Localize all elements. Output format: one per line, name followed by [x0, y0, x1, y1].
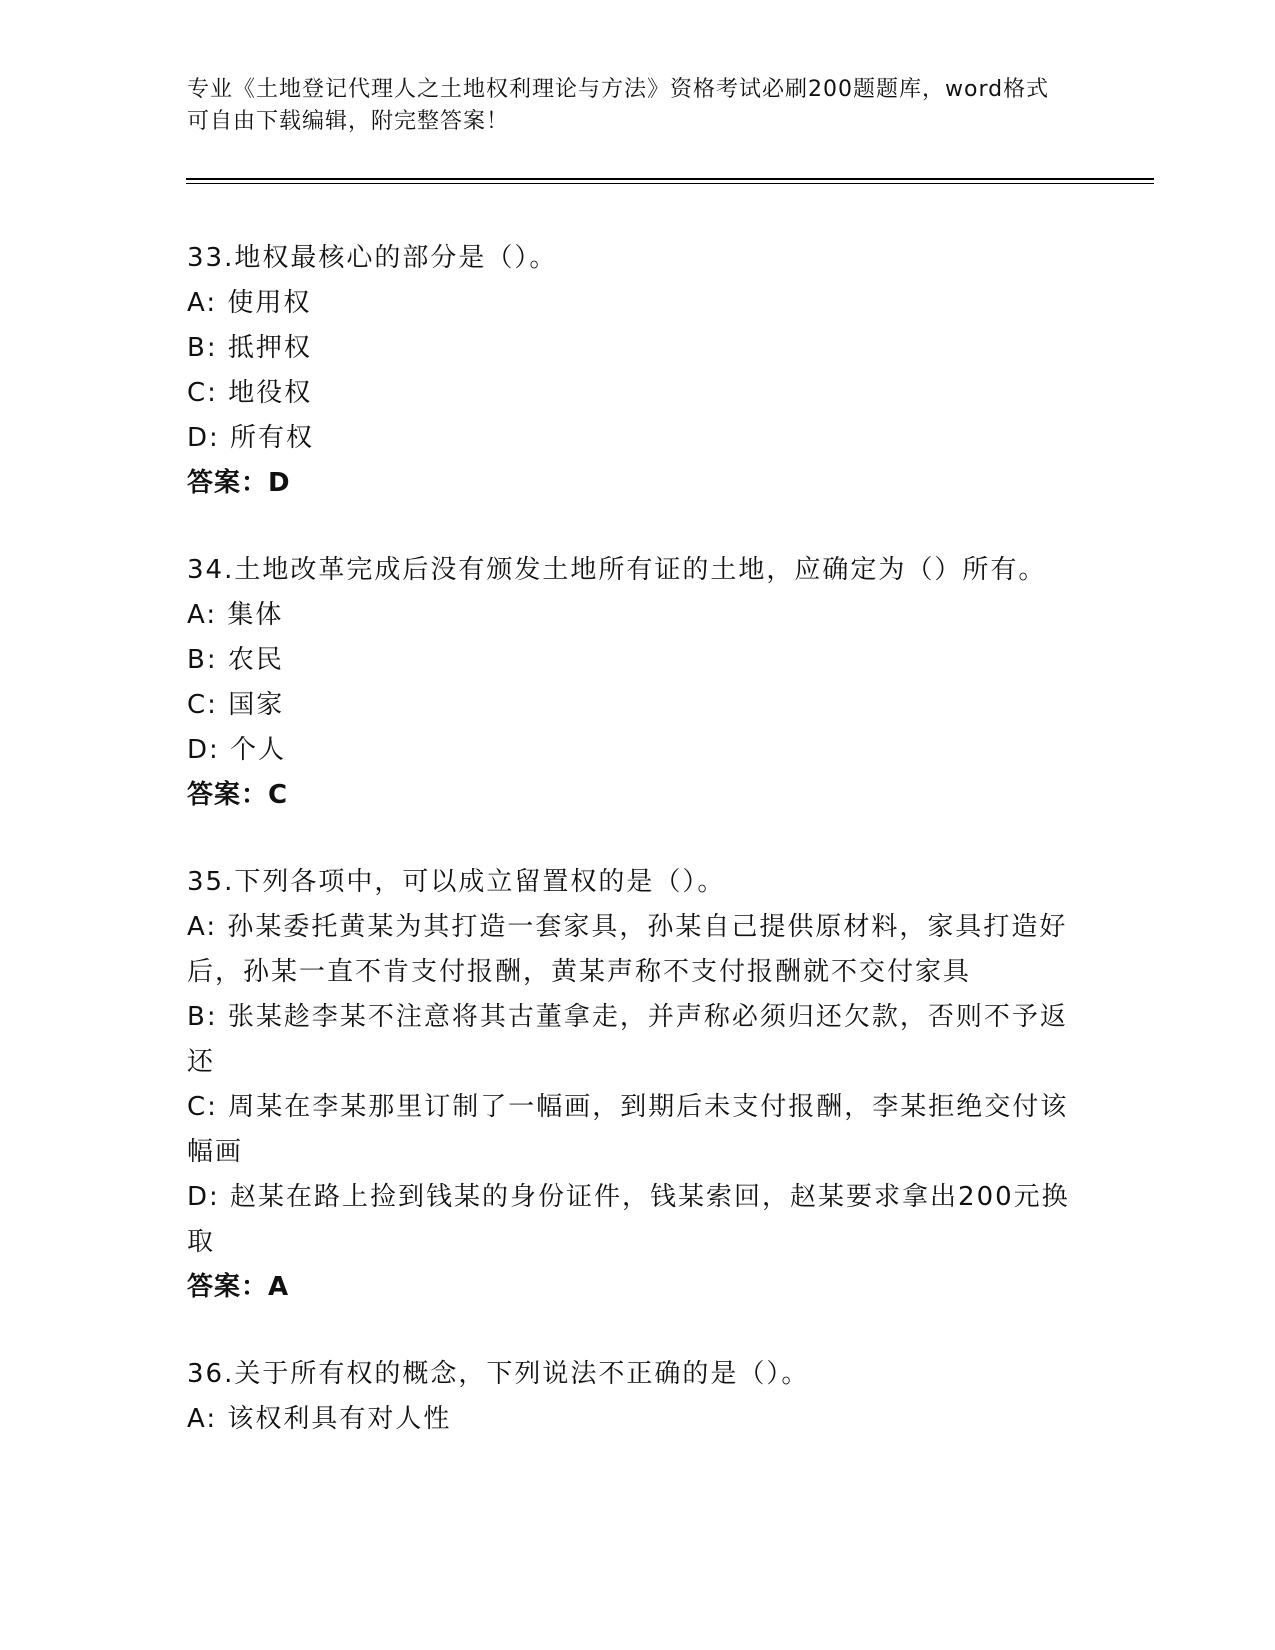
answer-line: 答案：C: [187, 780, 289, 810]
option-label: A:: [187, 912, 218, 942]
option-label: D:: [187, 1182, 220, 1212]
option-c: [187, 371, 1087, 416]
option-text: 所有权: [230, 423, 315, 453]
option-label: D:: [187, 735, 220, 765]
option-label: B:: [187, 333, 218, 363]
option-label: C:: [187, 378, 218, 408]
option-text: 张某趁李某不注意将其古董拿走，并声称必须归还欠款，否则不予返还: [187, 1002, 1068, 1077]
document-header: 专业《土地登记代理人之土地权利理论与方法》资格考试必刷200题题库，word格式可自由下载编辑，附完整答案！: [187, 77, 1050, 134]
question-stem: 33.地权最核心的部分是（）。: [187, 243, 558, 273]
option-text: 赵某在路上捡到钱某的身份证件，钱某索回，赵某要求拿出200元换取: [187, 1182, 1070, 1257]
option-label: C:: [187, 690, 218, 720]
option-label: A:: [187, 288, 218, 318]
question-stem: 34.土地改革完成后没有颁发土地所有证的土地，应确定为（）所有。: [187, 555, 1047, 585]
option-d: [187, 728, 1087, 773]
question-34: [187, 548, 1087, 818]
header-divider: [186, 178, 1154, 180]
option-label: B:: [187, 1002, 218, 1032]
option-text: 周某在李某那里订制了一幅画，到期后未支付报酬，李某拒绝交付该幅画: [187, 1092, 1069, 1167]
option-d: [187, 416, 1087, 461]
option-a: [187, 281, 1087, 326]
option-text: 孙某委托黄某为其打造一套家具，孙某自己提供原材料，家具打造好后，孙某一直不肯支付报酬，黄某声称不支付报酬就不交付家具: [187, 912, 1068, 987]
option-label: C:: [187, 1092, 218, 1122]
option-label: A:: [187, 1404, 218, 1434]
option-text: 该权利具有对人性: [227, 1404, 452, 1434]
question-33: [187, 236, 1087, 506]
option-text: 使用权: [227, 288, 312, 318]
question-stem: 35.下列各项中，可以成立留置权的是（）。: [187, 867, 726, 897]
option-b: [187, 995, 1087, 1085]
answer-line: 答案：D: [187, 468, 291, 498]
option-text: 农民: [227, 645, 284, 675]
option-b: [187, 638, 1087, 683]
option-d: [187, 1175, 1087, 1265]
answer-line: 答案：A: [187, 1272, 290, 1302]
question-36: [187, 1352, 1087, 1442]
option-a: [187, 905, 1087, 995]
question-35: [187, 860, 1087, 1310]
option-text: 个人: [230, 735, 287, 765]
option-a: [187, 1397, 1087, 1442]
question-list: [187, 236, 1087, 1484]
option-b: [187, 326, 1087, 371]
option-label: B:: [187, 645, 218, 675]
option-text: 抵押权: [227, 333, 312, 363]
header-divider-thin: [186, 183, 1154, 184]
option-text: 国家: [228, 690, 285, 720]
option-text: 集体: [227, 600, 284, 630]
option-label: A:: [187, 600, 218, 630]
option-text: 地役权: [228, 378, 313, 408]
option-c: [187, 1085, 1087, 1175]
question-stem: 36.关于所有权的概念，下列说法不正确的是（）。: [187, 1359, 810, 1389]
option-a: [187, 593, 1087, 638]
option-label: D:: [187, 423, 220, 453]
option-c: [187, 683, 1087, 728]
